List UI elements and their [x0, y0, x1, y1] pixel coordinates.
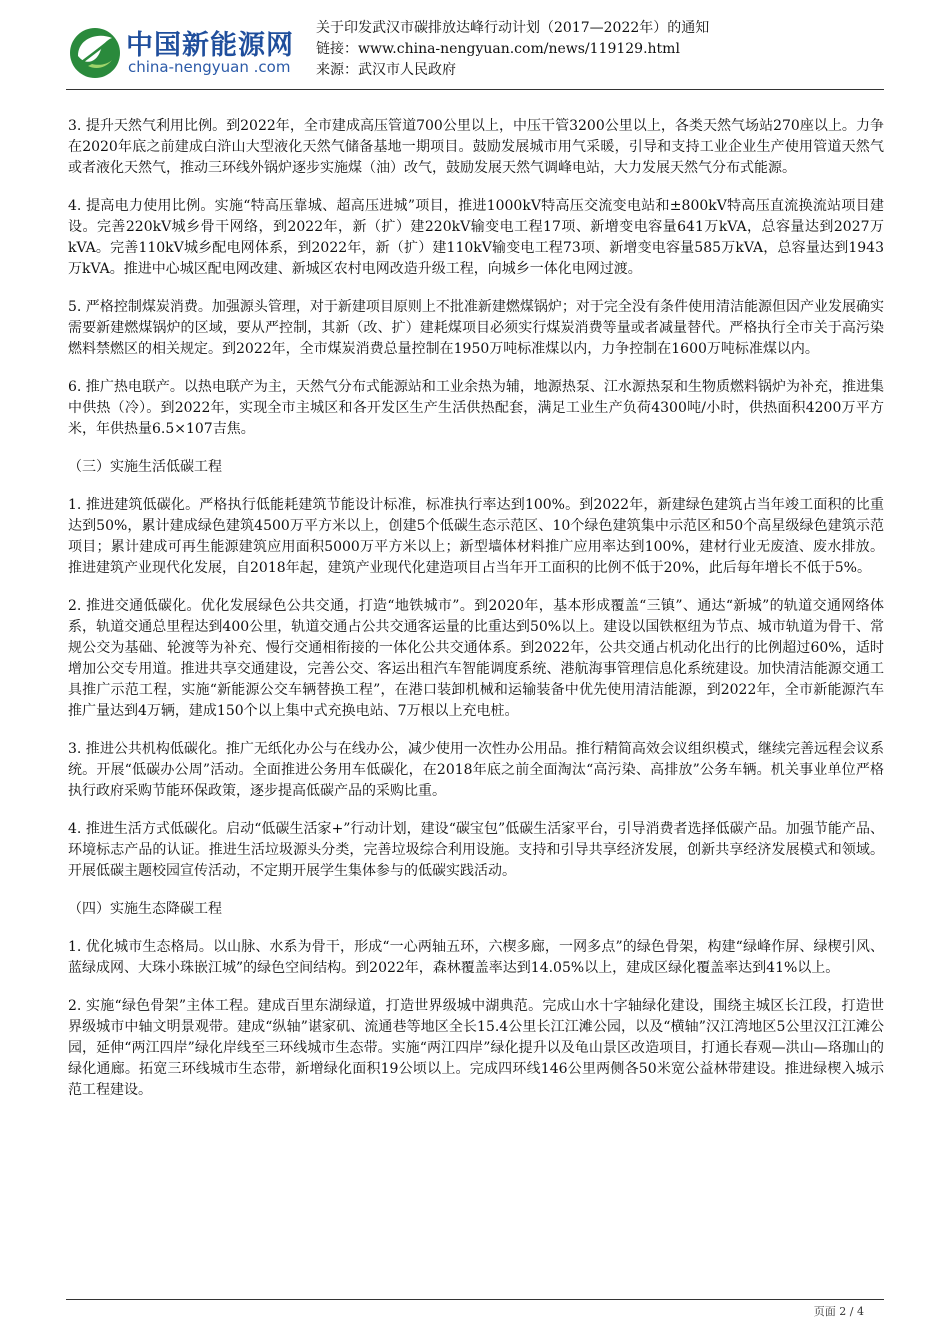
paragraph: 6. 推广热电联产。以热电联产为主，天然气分布式能源站和工业余热为辅，地源热泵、江水源热泵和生物质燃料锅炉为补充，推进集中供热（冷）。到2022年，实现全市主城区和各开发区生产生活供热配套，满足工业生产负荷4300吨/小时，供热面积4200万平方米，年供热量6.5×107吉焦。 [68, 379, 884, 437]
paragraph: 1. 推进建筑低碳化。严格执行低能耗建筑节能设计标准，标准执行率达到100%。到2022年，新建绿色建筑占当年竣工面积的比重达到50%，累计建成绿色建筑4500万平方米以上，创建5个低碳生态示范区、10个绿色建筑集中示范区和50个高星级绿色建筑示范项目；累计建成可再生能源建筑应用面积5000万平方米以上；新型墙体材料推广应用率达到100%，建材行业无废渣、废水排放。推进建筑产业现代化发展，自2018年起，建筑产业现代化建造项目占当年开工面积的比例不低于20%，此后每年增长不低于5%。 [68, 497, 884, 576]
paragraph: 4. 提高电力使用比例。实施“特高压靠城、超高压进城”项目，推进1000kV特高压交流变电站和±800kV特高压直流换流站项目建设。完善220kV城乡骨干网络，到2022年，新（扩）建220kV输变电工程17项、新增变电容量641万kVA，总容量达到2027万kVA。完善110kV城乡配电网体系，到2022年，新（扩）建110kV输变电工程73项、新增变电容量585万kVA，总容量达到1943万kVA。推进中心城区配电网改建、新城区农村电网改造升级工程，向城乡一体化电网过渡。 [68, 198, 884, 277]
paragraph: 3. 提升天然气利用比例。到2022年，全市建成高压管道700公里以上，中压干管3200公里以上，各类天然气场站270座以上。力争在2020年底之前建成白浒山大型液化天然气储备基地一期项目。鼓励发展城市用气采暖，引导和支持工业企业生产使用管道天然气或者液化天然气，推动三环线外锅炉逐步实施煤（油）改气，鼓励发展天然气调峰电站，大力发展天然气分布式能源。 [68, 118, 884, 176]
logo-leaf-icon [68, 26, 122, 80]
page-header [66, 18, 884, 88]
header-divider [66, 89, 884, 90]
paragraph: 1. 优化城市生态格局。以山脉、水系为骨干，形成“一心两轴五环，六楔多廊，一网多点”的绿色骨架，构建“绿峰作屏、绿楔引风、蓝绿成网、大珠小珠嵌江城”的绿色空间结构。到2022年，森林覆盖率达到14.05%以上，建成区绿化覆盖率达到41%以上。 [68, 939, 884, 976]
page-number: 页面 2 / 4 [813, 1305, 864, 1318]
footer-divider [66, 1299, 884, 1300]
logo-text-en: china-nengyuan .com [128, 58, 291, 76]
logo-text-cn: 中国新能源网 [126, 30, 294, 61]
paragraph: 4. 推进生活方式低碳化。启动“低碳生活家+”行动计划，建设“碳宝包”低碳生活家平台，引导消费者选择低碳产品。加强节能产品、环境标志产品的认证。推进生活垃圾源头分类，完善垃圾综合利用设施。支持和引导共享经济发展，创新共享经济发展模式和领域。开展低碳主题校园宣传活动，不定期开展学生集体参与的低碳实践活动。 [68, 821, 884, 879]
section-heading: （四）实施生态降碳工程 [68, 901, 222, 917]
paragraph: 3. 推进公共机构低碳化。推广无纸化办公与在线办公，减少使用一次性办公用品。推行精简高效会议组织模式，继续完善远程会议系统。开展“低碳办公周”活动。全面推进公务用车低碳化，在2018年底之前全面淘汰“高污染、高排放”公务车辆。机关事业单位严格执行政府采购节能环保政策，逐步提高低碳产品的采购比重。 [68, 741, 884, 799]
section-heading: （三）实施生活低碳工程 [68, 459, 222, 475]
paragraph: 5. 严格控制煤炭消费。加强源头管理，对于新建项目原则上不批准新建燃煤锅炉；对于完全没有条件使用清洁能源但因产业发展确实需要新建燃煤锅炉的区域，要从严控制，其新（改、扩）建耗煤项目必须实行煤炭消费等量或者减量替代。严格执行全市关于高污染燃料禁燃区的相关规定。到2022年，全市煤炭消费总量控制在1950万吨标准煤以内，力争控制在1600万吨标准煤以内。 [68, 299, 884, 357]
document-source: 来源：武汉市人民政府 [316, 62, 456, 78]
document-link[interactable]: 链接：www.china-nengyuan.com/news/119129.html [316, 41, 680, 57]
site-logo[interactable] [66, 20, 316, 86]
paragraph: 2. 推进交通低碳化。优化发展绿色公共交通，打造“地铁城市”。到2020年，基本形成覆盖“三镇”、通达“新城”的轨道交通网络体系，轨道交通总里程达到400公里，轨道交通占公共交通客运量的比重达到50%以上。建设以国铁枢纽为节点、城市轨道为骨干、常规公交为基础、轮渡等为补充、慢行交通相衔接的一体化公共交通体系。到2022年，公共交通占机动化出行的比例超过60%，适时增加公交专用道。推进共享交通建设，完善公交、客运出租汽车智能调度系统、港航海事管理信息化系统建设。加快清洁能源交通工具推广示范工程，实施“新能源公交车辆替换工程”，在港口装卸机械和运输装备中优先使用清洁能源，到2022年，全市新能源汽车推广量达到4万辆，建成150个以上集中式充换电站、7万根以上充电桩。 [68, 598, 884, 719]
paragraph: 2. 实施“绿色骨架”主体工程。建成百里东湖绿道，打造世界级城中湖典范。完成山水十字轴绿化建设，围绕主城区长江段，打造世界级城市中轴文明景观带。建成“纵轴”谌家矶、流通巷等地区全长15.4公里长江江滩公园，以及“横轴”汉江湾地区5公里汉江江滩公园，延伸“两江四岸”绿化岸线至三环线城市生态带。实施“两江四岸”绿化提升以及龟山景区改造项目，打通长春观—洪山—珞珈山的绿化通廊。拓宽三环线城市生态带，新增绿化面积19公顷以上。完成四环线146公里两侧各50米宽公益林带建设。推进绿楔入城示范工程建设。 [68, 998, 884, 1098]
document-title: 关于印发武汉市碳排放达峰行动计划（2017—2022年）的通知 [316, 20, 710, 36]
document-body [68, 116, 884, 1118]
document-meta [316, 18, 709, 81]
